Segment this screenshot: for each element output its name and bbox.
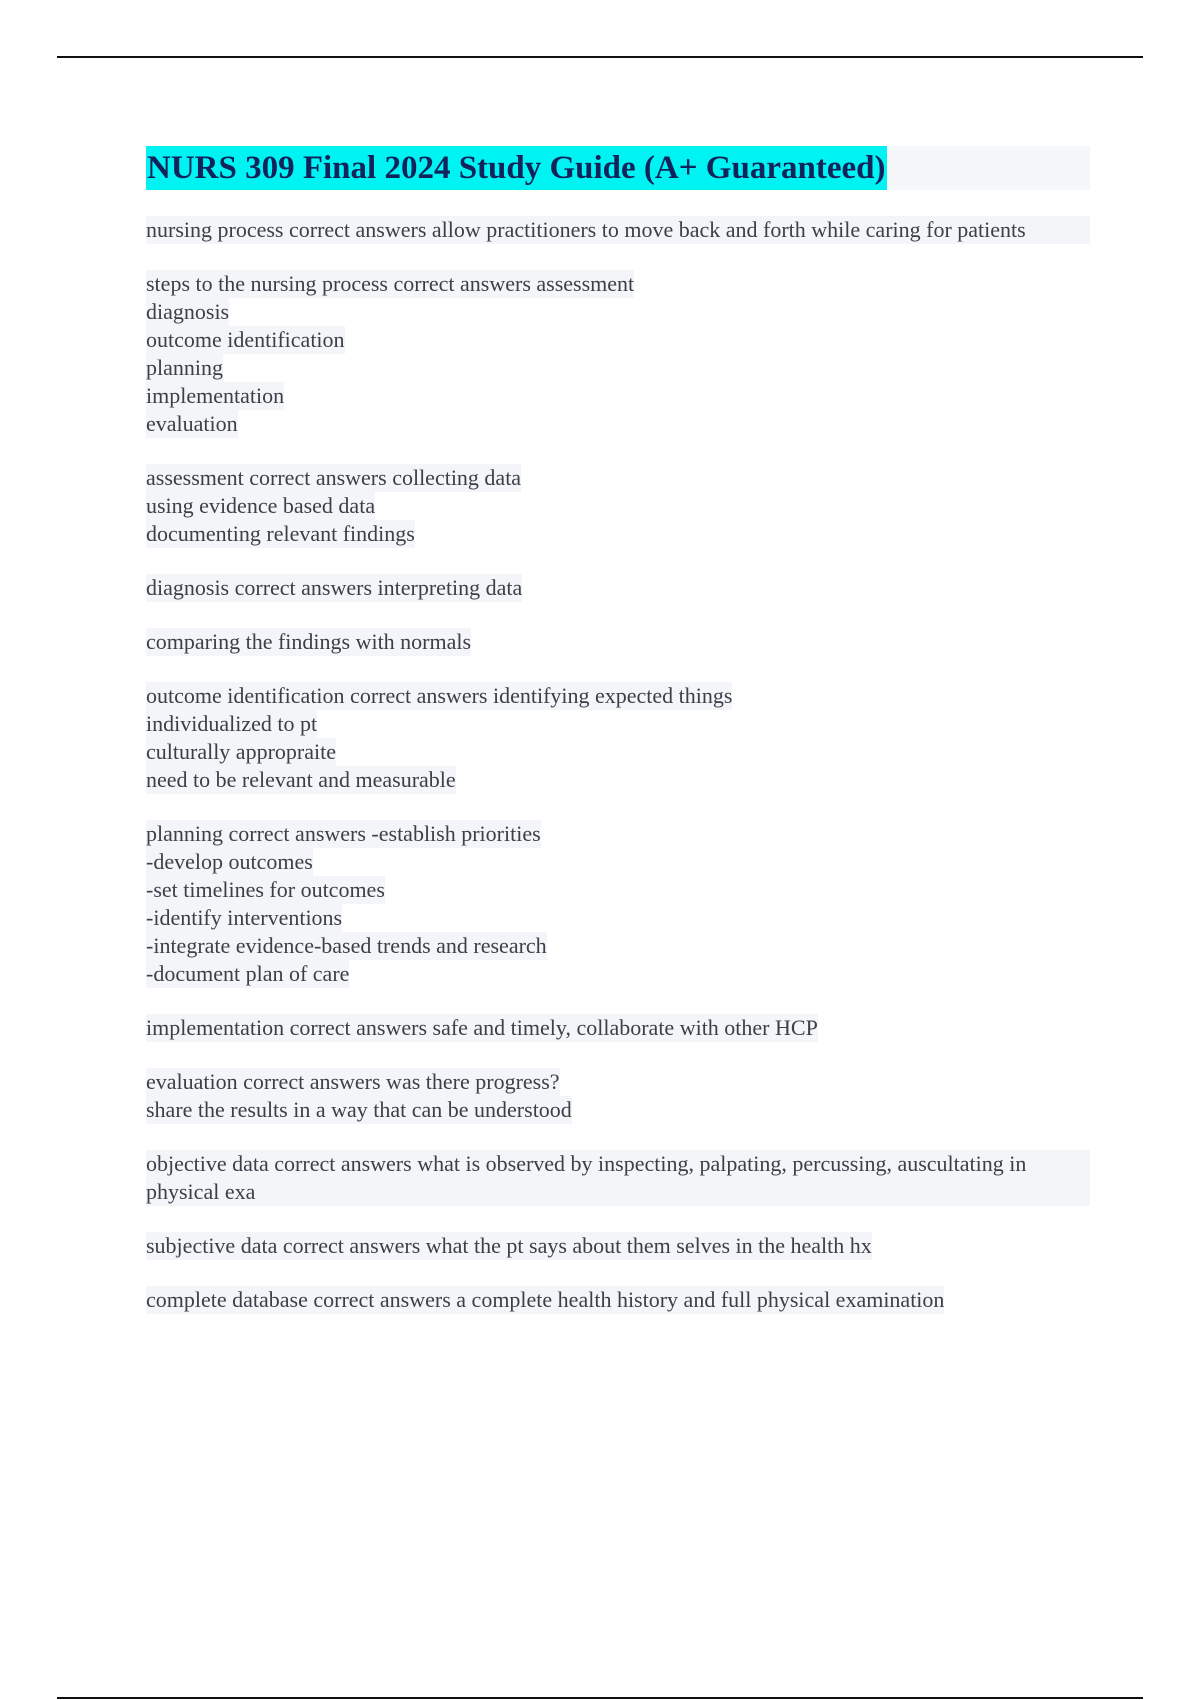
entry-implementation [146,1014,1090,1042]
entry-line: using evidence based data [146,493,376,518]
entry-line: culturally appropraite [146,739,336,764]
entry-line: planning [146,355,223,380]
entry-line: need to be relevant and measurable [146,767,456,792]
entry-line: comparing the findings with normals [146,629,472,654]
entry-line: subjective data correct answers what the pt says about them selves in the health hx [146,1233,872,1258]
entry-line: -integrate evidence-based trends and research [146,933,547,958]
entry-steps-nursing-process [146,270,1090,438]
entry-line: objective data correct answers what is observed by inspecting, palpating, percussing, auscultating in physical exa [146,1151,1027,1204]
entry-diagnosis [146,574,1090,602]
entry-line: evaluation [146,411,238,436]
entry-line: diagnosis correct answers interpreting data [146,575,523,600]
entry-assessment [146,464,1090,548]
entry-comparing-findings [146,628,1090,656]
entry-line: assessment correct answers collecting data [146,465,522,490]
entry-objective-data [146,1150,1090,1206]
document-title: NURS 309 Final 2024 Study Guide (A+ Guaranteed) [146,146,887,190]
entry-complete-database [146,1286,1090,1314]
entry-line: outcome identification correct answers identifying expected things [146,683,733,708]
entry-evaluation [146,1068,1090,1124]
entry-line: implementation [146,383,285,408]
entry-outcome-identification [146,682,1090,794]
document-body [146,146,1090,1340]
entry-line: evaluation correct answers was there progress? [146,1069,560,1094]
title-row [146,146,1090,190]
entry-line: documenting relevant findings [146,521,415,546]
entry-line: implementation correct answers safe and timely, collaborate with other HCP [146,1015,818,1040]
entry-line: -identify interventions [146,905,343,930]
entry-line: -develop outcomes [146,849,313,874]
entry-line: -document plan of care [146,961,350,986]
entry-line: planning correct answers -establish priorities [146,821,541,846]
entry-nursing-process [146,216,1090,244]
entry-subjective-data [146,1232,1090,1260]
entry-line: individualized to pt [146,711,318,736]
entry-line: steps to the nursing process correct answers assessment [146,271,635,296]
entry-line: complete database correct answers a complete health history and full physical examination [146,1287,945,1312]
entry-line: share the results in a way that can be understood [146,1097,572,1122]
bottom-rule [57,1697,1143,1699]
entry-line: nursing process correct answers allow practitioners to move back and forth while caring for patients [146,217,1026,242]
entry-line: -set timelines for outcomes [146,877,385,902]
entry-planning [146,820,1090,988]
entry-line: outcome identification [146,327,345,352]
top-rule [57,56,1143,58]
entry-line: diagnosis [146,299,230,324]
